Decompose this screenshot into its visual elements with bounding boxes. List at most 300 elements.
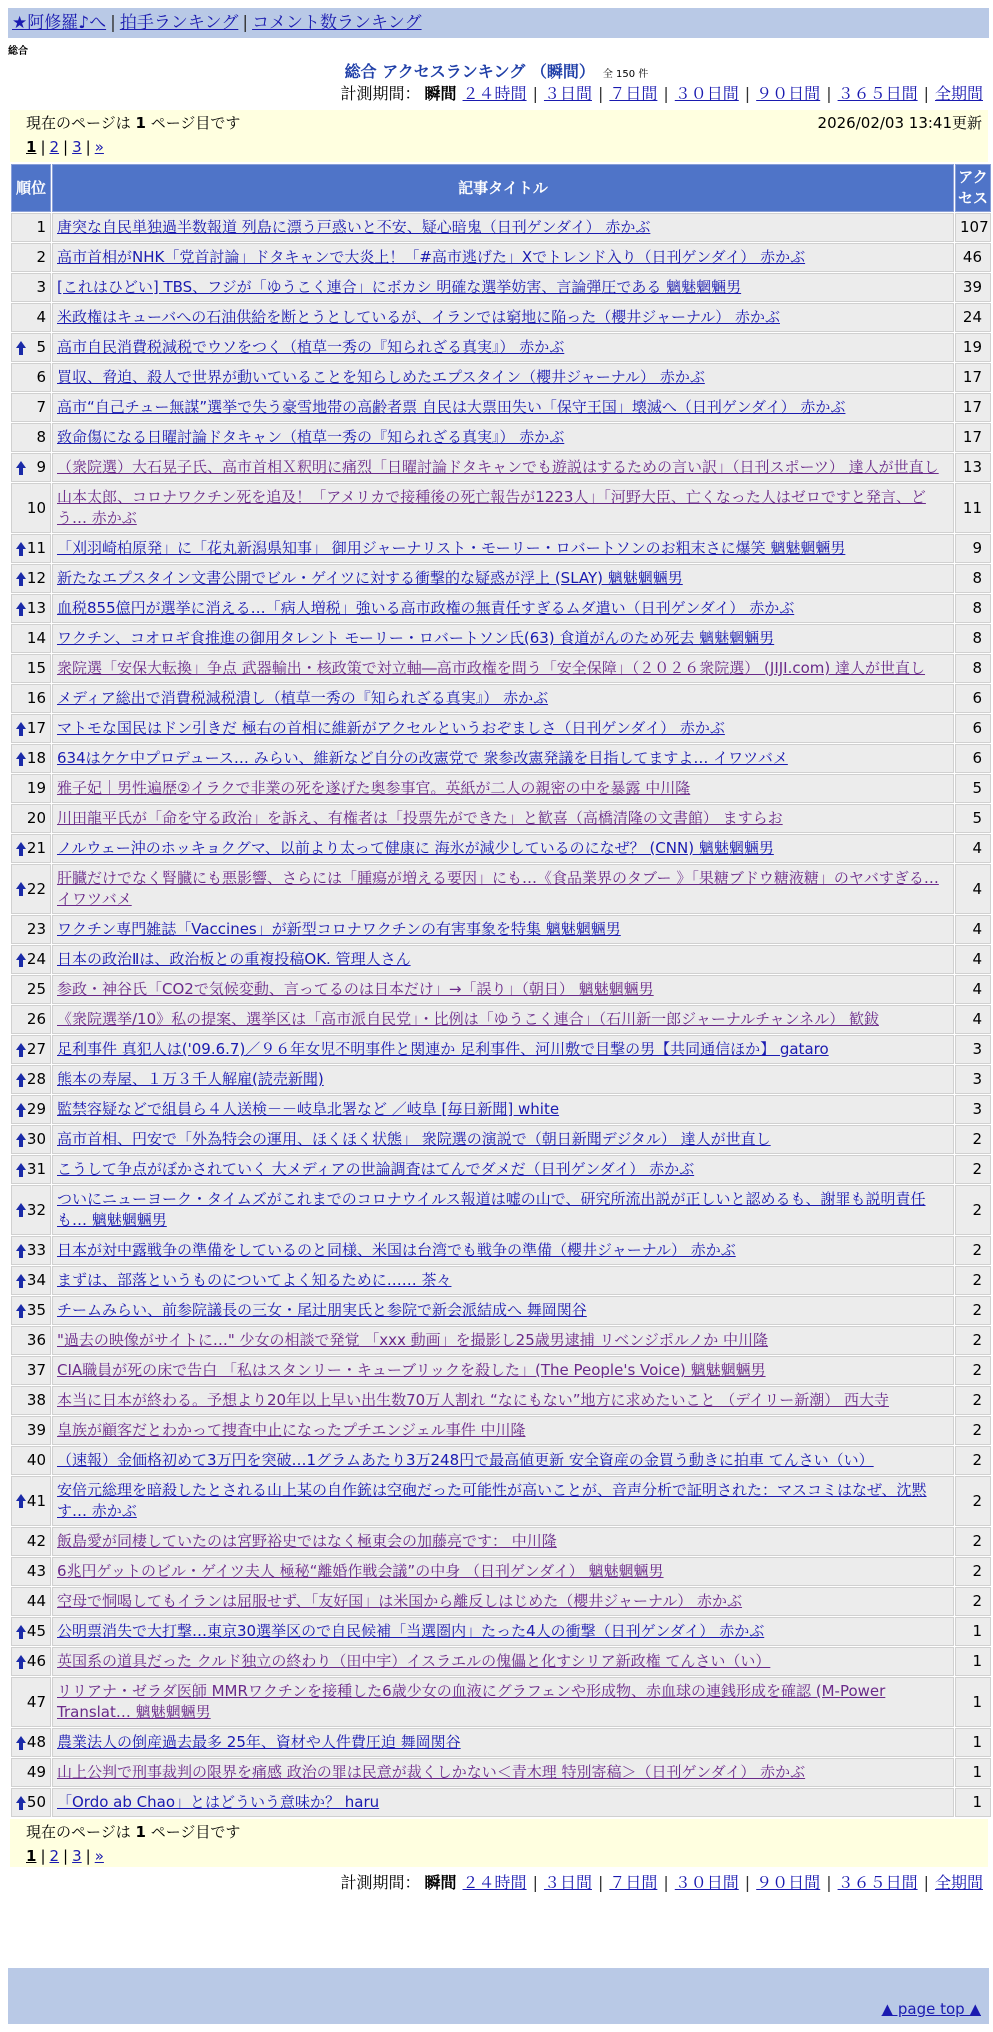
period-link[interactable]: ２４時間 (462, 84, 527, 103)
rank-number: 39 (26, 1421, 46, 1439)
rank-cell (11, 834, 51, 863)
pagination (26, 135, 972, 159)
rank-up-arrow-icon (15, 1102, 27, 1118)
page-link[interactable]: 3 (72, 1847, 82, 1865)
article-link[interactable]: 山上公判で刑事裁判の限界を痛感 政治の罪は民意が裁くしかない＜青木理 特別寄稿＞（日刊ゲンダイ） 赤かぶ (57, 1763, 806, 1781)
period-separator: | (744, 84, 751, 103)
top-nav-bar (8, 8, 989, 38)
title-cell (52, 243, 954, 272)
rank-cell (11, 804, 51, 833)
rank-up-arrow-icon (15, 1624, 27, 1640)
article-link[interactable]: 本当に日本が終わる。予想より20年以上早い出生数70万人割れ “なにもない”地方に求めたいこと （デイリー新潮） 西大寺 (57, 1391, 889, 1409)
title-cell (52, 1416, 954, 1445)
article-link[interactable]: CIA職員が死の床で告白 「私はスタンリー・キューブリックを殺した」(The People's Voice) 魑魅魍魎男 (57, 1361, 766, 1379)
rank-number: 50 (26, 1793, 46, 1811)
rank-number: 45 (26, 1622, 46, 1640)
rank-cell (11, 1095, 51, 1124)
article-link[interactable]: 血税855億円が選挙に消える…「病人増税」強いる高市政権の無責任すぎるムダ遣い（日刊ゲンダイ） 赤かぶ (57, 599, 795, 617)
article-link[interactable]: 高市首相がNHK「党首討論」ドタキャンで大炎上！「#高市逃げた」Xでトレンド入り（日刊ゲンダイ） 赤かぶ (57, 248, 806, 266)
table-row (11, 1095, 991, 1124)
rank-cell (11, 1527, 51, 1556)
rank-cell (11, 1386, 51, 1415)
page-current: 1 (26, 138, 37, 156)
rank-up-arrow-icon (15, 1162, 27, 1178)
table-row (11, 1326, 991, 1355)
rank-number: 34 (26, 1271, 46, 1289)
rank-cell (11, 684, 51, 713)
access-count: 2 (955, 1236, 991, 1265)
period-link[interactable]: ２４時間 (462, 1873, 527, 1892)
period-separator: | (532, 1873, 538, 1892)
rank-cell (11, 945, 51, 974)
access-count: 2 (955, 1155, 991, 1184)
period-separator: | (597, 84, 604, 103)
table-row (11, 273, 991, 302)
access-count: 24 (955, 303, 991, 332)
rank-number: 25 (26, 980, 46, 998)
rank-number: 4 (36, 308, 46, 326)
access-count: 19 (955, 333, 991, 362)
title-cell (52, 453, 954, 482)
access-count: 17 (955, 393, 991, 422)
article-link[interactable]: 農業法人の倒産過去最多 25年、資材や人件費圧迫 舞岡関谷 (57, 1733, 461, 1751)
access-count: 3 (955, 1065, 991, 1094)
page-link[interactable]: 2 (49, 138, 60, 156)
title-cell (52, 564, 954, 593)
rank-cell (11, 864, 51, 914)
access-count: 5 (955, 804, 991, 833)
table-row (11, 1416, 991, 1445)
article-link[interactable]: 英国系の道具だった クルド独立の終わり（田中宇）イスラエルの傀儡と化すシリア新政権 てんさい（い） (57, 1652, 771, 1670)
title-cell (52, 1185, 954, 1235)
table-row (11, 1296, 991, 1325)
table-row (11, 534, 991, 563)
title-cell (52, 1527, 954, 1556)
home-link[interactable]: ★阿修羅♪へ (12, 13, 107, 33)
article-link[interactable]: チームみらい、前参院議長の三女・尾辻朋実氏と参院で新会派結成へ 舞岡関谷 (57, 1301, 587, 1319)
table-row (11, 303, 991, 332)
rank-cell (11, 1647, 51, 1676)
access-count: 4 (955, 1005, 991, 1034)
rank-cell (11, 1677, 51, 1727)
table-row (11, 1647, 991, 1676)
rank-cell (11, 213, 51, 242)
title-cell (52, 744, 954, 773)
article-link[interactable]: まずは、部落というものについてよく知るために…… 茶々 (57, 1271, 452, 1289)
rank-number: 15 (26, 659, 46, 677)
access-count: 6 (955, 744, 991, 773)
article-link[interactable]: 熊本の寿屋、１万３千人解雇(読売新聞) (57, 1070, 324, 1088)
rank-cell (11, 1185, 51, 1235)
article-link[interactable]: 雅子妃｜男性遍歴②イラクで非業の死を遂げた奥参事官。英紙が二人の親密の中を暴露 中川隆 (57, 779, 691, 797)
title-cell (52, 1326, 954, 1355)
rank-up-arrow-icon (15, 721, 27, 737)
page-separator: | (40, 138, 46, 156)
article-link[interactable]: "過去の映像がサイトに…" 少女の相談で発覚 「xxx 動画」を撮影し25歳男逮捕 リベンジポルノか 中川隆 (57, 1331, 769, 1349)
access-count: 2 (955, 1557, 991, 1586)
category-label: 総合 (8, 46, 28, 57)
rank-cell (11, 1065, 51, 1094)
access-count: 1 (955, 1617, 991, 1646)
rank-number: 2 (36, 248, 46, 266)
table-row (11, 1587, 991, 1616)
title-cell (52, 1587, 954, 1616)
rank-cell (11, 1446, 51, 1475)
access-count: 4 (955, 915, 991, 944)
article-link[interactable]: 高市“自己チュー無謀”選挙で失う豪雪地帯の高齢者票 自民は大票田失い「保守王国」壊滅へ（日刊ゲンダイ） 赤かぶ (57, 398, 846, 416)
rank-number: 46 (26, 1652, 46, 1670)
article-link[interactable]: 監禁容疑などで組員ら４人送検－－岐阜北署など ／岐阜 [毎日新聞] white (57, 1100, 560, 1118)
header-rank: 順位 (11, 164, 51, 212)
period-link[interactable]: ９０日間 (756, 84, 821, 103)
rank-cell (11, 1728, 51, 1757)
rank-number: 22 (26, 879, 46, 898)
rank-cell (11, 534, 51, 563)
table-row (11, 834, 991, 863)
access-count: 2 (955, 1296, 991, 1325)
next-page-link[interactable]: » (94, 1847, 104, 1865)
article-link[interactable]: メディア総出で消費税減税潰し（植草一秀の『知られざる真実』） 赤かぶ (57, 689, 549, 707)
table-row (11, 363, 991, 392)
rank-up-arrow-icon (15, 1795, 27, 1811)
article-link[interactable]: 参政・神谷氏「CO2で気候変動、言ってるのは日本だけ」→「誤り」（朝日） 魑魅魍魎男 (57, 980, 654, 998)
period-link[interactable]: ３０日間 (674, 84, 739, 103)
rank-number: 33 (26, 1241, 46, 1259)
rank-up-arrow-icon (15, 541, 27, 557)
table-row (11, 684, 991, 713)
title-cell (52, 1446, 954, 1475)
table-row (11, 594, 991, 623)
table-row (11, 1527, 991, 1556)
rank-cell (11, 1416, 51, 1445)
article-link[interactable]: 川田龍平氏が「命を守る政治」を訴え、有権者は「投票先ができた」と歓喜（高橋清隆の文書館） ますらお (57, 809, 783, 827)
title-cell (52, 714, 954, 743)
article-link[interactable]: 肝臓だけでなく腎臓にも悪影響、さらには「腫瘍が増える要因」にも…《食品業界のタブー 》「果糖ブドウ糖液糖」のヤバすぎる… イワツバメ (57, 869, 939, 908)
article-link[interactable]: 皇族が顧客だとわかって捜査中止になったプチエンジェル事件 中川隆 (57, 1421, 526, 1439)
article-link[interactable]: 飯島愛が同棲していたのは宮野裕史ではなく極東会の加藤亮です： 中川隆 (57, 1532, 557, 1550)
title-cell (52, 1758, 954, 1787)
header-access: アクセス (955, 164, 991, 212)
rank-up-arrow-icon (15, 841, 27, 857)
paging-box-top (10, 110, 988, 162)
article-link[interactable]: マトモな国民はドン引きだ 極右の首相に維新がアクセルというおぞましさ（日刊ゲンダイ） 赤かぶ (57, 719, 725, 737)
page-top-link[interactable]: ▲ page top ▲ (881, 2000, 981, 2018)
rank-cell (11, 1296, 51, 1325)
footer-bar (8, 1968, 989, 2024)
period-separator: | (532, 84, 538, 103)
rank-number: 19 (26, 779, 46, 797)
pagination (26, 1844, 972, 1868)
article-link[interactable]: 日本が対中露戦争の準備をしているのと同様、米国は台湾でも戦争の準備（櫻井ジャーナル） 赤かぶ (57, 1241, 736, 1259)
access-count: 4 (955, 864, 991, 914)
rank-up-arrow-icon (15, 1243, 27, 1259)
table-row (11, 1125, 991, 1154)
access-count: 107 (955, 213, 991, 242)
title-cell (52, 594, 954, 623)
title-cell (52, 1788, 954, 1817)
table-row (11, 714, 991, 743)
rank-cell (11, 1356, 51, 1385)
table-row (11, 453, 991, 482)
table-row (11, 1155, 991, 1184)
rank-number: 10 (26, 498, 46, 517)
rank-up-arrow-icon (15, 952, 27, 968)
rank-cell (11, 1005, 51, 1034)
rank-cell (11, 1035, 51, 1064)
title-cell (52, 423, 954, 452)
rank-number: 43 (26, 1562, 46, 1580)
title-cell (52, 624, 954, 653)
article-link[interactable]: こうして争点がぼかされていく 大メディアの世論調査はてんでダメだ（日刊ゲンダイ） 赤かぶ (57, 1160, 695, 1178)
table-row (11, 483, 991, 533)
paging-status: 現在のページは 1 ページ目です (26, 114, 241, 132)
rank-cell (11, 453, 51, 482)
access-count: 2 (955, 1476, 991, 1526)
rank-cell (11, 714, 51, 743)
rank-cell (11, 363, 51, 392)
access-count: 11 (955, 483, 991, 533)
article-link[interactable]: 米政権はキューバへの石油供給を断とうとしているが、イランでは窮地に陥った（櫻井ジャーナル） 赤かぶ (57, 308, 780, 326)
access-count: 1 (955, 1728, 991, 1757)
rank-cell (11, 1125, 51, 1154)
rank-up-arrow-icon (15, 751, 27, 767)
title-cell (52, 1356, 954, 1385)
rank-up-arrow-icon (15, 601, 27, 617)
rank-number: 47 (26, 1692, 46, 1711)
article-link[interactable]: （速報）金価格初めて3万円を突破…1グラムあたり3万248円で最高値更新 安全資産の金買う動きに拍車 てんさい（い） (57, 1451, 874, 1469)
rank-up-arrow-icon (15, 1303, 27, 1319)
article-link[interactable]: 日本の政治Ⅱは、政治板との重複投稿OK. 管理人さん (57, 950, 411, 968)
period-link[interactable]: ７日間 (609, 84, 658, 103)
table-row (11, 774, 991, 803)
page-current: 1 (26, 1847, 37, 1865)
rank-up-arrow-icon (15, 1273, 27, 1289)
rank-cell (11, 624, 51, 653)
period-link[interactable]: 全期間 (934, 84, 983, 103)
period-link[interactable]: ３日間 (543, 1873, 592, 1892)
article-link[interactable]: 公明票消失で大打撃…東京30選挙区ので自民候補「当選圏内」たった4人の衝撃（日刊ゲンダイ） 赤かぶ (57, 1622, 765, 1640)
rank-up-arrow-icon (15, 881, 27, 897)
period-separator: | (923, 1873, 929, 1892)
access-count: 9 (955, 534, 991, 563)
title-cell (52, 1476, 954, 1526)
table-row (11, 624, 991, 653)
article-link[interactable]: リリアナ・ゼラダ医師 MMRワクチンを接種した6歳少女の血液にグラフェンや形成物、赤血球の連銭形成を確認 (M-Power Translat… 魑魅魍魎男 (57, 1682, 886, 1721)
rank-number: 13 (26, 599, 46, 617)
rank-number: 20 (26, 809, 46, 827)
period-link[interactable]: ７日間 (609, 1873, 658, 1892)
article-link[interactable]: 高市首相、円安で「外為特会の運用、ほくほく状態」 衆院選の演説で（朝日新聞デジタル） 達人が世直し (57, 1130, 771, 1148)
rank-up-arrow-icon (15, 1735, 27, 1751)
page-separator: | (85, 138, 91, 156)
table-row (11, 213, 991, 242)
rank-number: 16 (26, 689, 46, 707)
page-link[interactable]: 2 (49, 1847, 60, 1865)
article-link[interactable]: ついにニューヨーク・タイムズがこれまでのコロナウイルス報道は嘘の山で、研究所流出説が正しいと認めるも、謝罪も説明責任も… 魑魅魍魎男 (57, 1190, 926, 1229)
access-count: 13 (955, 453, 991, 482)
table-row (11, 1677, 991, 1727)
access-count: 17 (955, 363, 991, 392)
title-cell (52, 774, 954, 803)
period-current: 瞬間 (424, 1873, 457, 1892)
page-link[interactable]: 3 (72, 138, 82, 156)
table-row (11, 1065, 991, 1094)
rank-up-arrow-icon (15, 1072, 27, 1088)
title-cell (52, 333, 954, 362)
article-link[interactable]: 致命傷になる日曜討論ドタキャン（植草一秀の『知られざる真実』） 赤かぶ (57, 428, 565, 446)
access-count: 8 (955, 654, 991, 683)
article-link[interactable]: 安倍元総理を暗殺したとされる山上某の自作銃は空砲だった可能性が高いことが、音声分析で証明された：マスコミはなぜ、沈黙す… 赤かぶ (57, 1481, 927, 1520)
table-row (11, 1758, 991, 1787)
article-link[interactable]: 買収、脅迫、殺人で世界が動いていることを知らしめたエプスタイン（櫻井ジャーナル） 赤かぶ (57, 368, 705, 386)
rank-number: 26 (26, 1010, 46, 1028)
access-count: 4 (955, 975, 991, 1004)
article-link[interactable]: 衆院選「安保大転換」争点 武器輸出・核政策で対立軸―高市政権を問う「安全保障」（２０２６衆院選） (JIJI.com) 達人が世直し (57, 659, 926, 677)
title-cell (52, 534, 954, 563)
rank-number: 14 (26, 629, 46, 647)
period-link[interactable]: ３６５日間 (837, 1873, 918, 1892)
rank-cell (11, 483, 51, 533)
page-separator: | (40, 1847, 46, 1865)
rank-number: 7 (36, 398, 46, 416)
article-link[interactable]: 高市自民消費税減税でウソをつく（植草一秀の『知られざる真実』） 赤かぶ (57, 338, 565, 356)
title-cell (52, 1125, 954, 1154)
title-cell (52, 1296, 954, 1325)
access-count: 2 (955, 1416, 991, 1445)
article-link[interactable]: （衆院選）大石晃子氏、高市首相Ｘ釈明に痛烈「日曜討論ドタキャンでも遊説はするための言い訳」（日刊スポーツ） 達人が世直し (57, 458, 939, 476)
rank-cell (11, 1155, 51, 1184)
period-separator: | (826, 84, 832, 103)
period-link[interactable]: ３０日間 (674, 1873, 739, 1892)
article-link[interactable]: 《衆院選挙/10》私の提案、選挙区は「高市派自民党」・比例は「ゆうこく連合」（石川新一郎ジャーナルチャンネル） 歓鈸 (57, 1010, 879, 1028)
next-page-link[interactable]: » (94, 138, 104, 156)
period-separator: | (597, 1873, 604, 1892)
rank-up-arrow-icon (15, 1042, 27, 1058)
rank-number: 28 (26, 1070, 46, 1088)
rank-number: 6 (36, 368, 46, 386)
table-row (11, 1788, 991, 1817)
table-row (11, 1035, 991, 1064)
page-separator: | (85, 1847, 91, 1865)
rank-cell (11, 1617, 51, 1646)
period-link[interactable]: 全期間 (934, 1873, 983, 1892)
access-count: 39 (955, 273, 991, 302)
article-link[interactable]: [これはひどい] TBS、フジが「ゆうこく連合」にボカシ 明確な選挙妨害、言論弾圧である 魑魅魍魎男 (57, 278, 742, 296)
rank-cell (11, 1476, 51, 1526)
rank-number: 17 (26, 719, 46, 737)
table-row (11, 1446, 991, 1475)
article-link[interactable]: 山本太郎、コロナワクチン死を追及！「アメリカで接種後の死亡報告が1223人」「河野大臣、亡くなった人はゼロですと発言、どう… 赤かぶ (57, 488, 926, 527)
rank-number: 30 (26, 1130, 46, 1148)
rank-number: 21 (26, 839, 46, 857)
comment-ranking-link[interactable]: コメント数ランキング (252, 13, 422, 33)
clap-ranking-link[interactable]: 拍手ランキング (119, 13, 239, 33)
rank-number: 23 (26, 920, 46, 938)
rank-number: 49 (26, 1763, 46, 1781)
rank-cell (11, 654, 51, 683)
table-header-row (11, 164, 991, 212)
title-cell (52, 1095, 954, 1124)
rank-cell (11, 564, 51, 593)
title-cell (52, 213, 954, 242)
title-cell (52, 975, 954, 1004)
rank-number: 9 (36, 458, 46, 476)
updated-timestamp: 2026/02/03 13:41更新 (817, 114, 982, 132)
table-row (11, 864, 991, 914)
rank-cell (11, 1326, 51, 1355)
article-link[interactable]: 「Ordo ab Chao」とはどういう意味か？ haru (57, 1793, 380, 1811)
period-separator: | (744, 1873, 751, 1892)
period-link[interactable]: ３６５日間 (837, 84, 918, 103)
rank-number: 44 (26, 1592, 46, 1610)
article-link[interactable]: ノルウェー沖のホッキョクグマ、以前より太って健康に 海氷が減少しているのになぜ？ (CNN) 魑魅魍魎男 (57, 839, 774, 857)
title-cell (52, 1035, 954, 1064)
access-count: 17 (955, 423, 991, 452)
table-body (11, 213, 991, 1817)
rank-cell (11, 1236, 51, 1265)
period-selector-bottom (341, 1873, 983, 1893)
header-title: 記事タイトル (52, 164, 954, 212)
title-cell (52, 1386, 954, 1415)
access-count: 2 (955, 1587, 991, 1616)
table-row (11, 333, 991, 362)
rank-number: 37 (26, 1361, 46, 1379)
article-link[interactable]: 「刈羽崎柏原発」に「花丸新潟県知事」 御用ジャーナリスト・モーリー・ロバートソンのお粗末さに爆笑 魑魅魍魎男 (57, 539, 846, 557)
rank-cell (11, 303, 51, 332)
article-link[interactable]: ワクチン専門雑誌「Vaccines」が新型コロナワクチンの有害事象を特集 魑魅魍魎男 (57, 920, 621, 938)
title-cell (52, 483, 954, 533)
rank-cell (11, 273, 51, 302)
access-count: 2 (955, 1356, 991, 1385)
nav-separator: | (110, 13, 116, 33)
access-count: 4 (955, 834, 991, 863)
period-link[interactable]: ３日間 (543, 84, 592, 103)
table-row (11, 654, 991, 683)
title-cell (52, 303, 954, 332)
access-count: 2 (955, 1185, 991, 1235)
page-separator: | (63, 1847, 69, 1865)
access-count: 5 (955, 774, 991, 803)
title-cell (52, 945, 954, 974)
period-link[interactable]: ９０日間 (756, 1873, 821, 1892)
rank-number: 35 (26, 1301, 46, 1319)
article-link[interactable]: 空母で恫喝してもイランは屈服せず、「友好国」は米国から離反しはじめた（櫻井ジャーナル） 赤かぶ (57, 1592, 743, 1610)
article-link[interactable]: 新たなエプスタイン文書公開でビル・ゲイツに対する衝撃的な疑惑が浮上 (SLAY) 魑魅魍魎男 (57, 569, 683, 587)
article-link[interactable]: 唐突な自民単独過半数報道 列島に漂う戸惑いと不安、疑心暗鬼（日刊ゲンダイ） 赤かぶ (57, 218, 651, 236)
access-count: 4 (955, 945, 991, 974)
table-row (11, 1356, 991, 1385)
rank-number: 18 (26, 749, 46, 767)
article-link[interactable]: 634はケケ中プロデュース… みらい、維新など自分の改憲党で 衆参改憲発議を目指してますよ… イワツバメ (57, 749, 788, 767)
access-count: 1 (955, 1647, 991, 1676)
access-count: 1 (955, 1788, 991, 1817)
article-link[interactable]: 足利事件 真犯人は('09.6.7)／９６年女児不明事件と関連か 足利事件、河川敷で目撃の男【共同通信ほか】 gataro (57, 1040, 829, 1058)
title-cell (52, 393, 954, 422)
article-link[interactable]: 6兆円ゲットのビル・ゲイツ夫人 極秘“離婚作戦会議”の中身 （日刊ゲンダイ） 魑魅魍魎男 (57, 1562, 664, 1580)
access-count: 3 (955, 1095, 991, 1124)
rank-number: 38 (26, 1391, 46, 1409)
article-link[interactable]: ワクチン、コオロギ食推進の御用タレント モーリー・ロバートソン氏(63) 食道がんのため死去 魑魅魍魎男 (57, 629, 775, 647)
rank-number: 41 (26, 1491, 46, 1510)
table-row (11, 423, 991, 452)
paging-status: 現在のページは 1 ページ目です (26, 1823, 241, 1841)
title-cell (52, 363, 954, 392)
rank-number: 24 (26, 950, 46, 968)
rank-number: 40 (26, 1451, 46, 1469)
rank-number: 1 (36, 218, 46, 236)
rank-number: 12 (26, 569, 46, 587)
access-count: 2 (955, 1125, 991, 1154)
